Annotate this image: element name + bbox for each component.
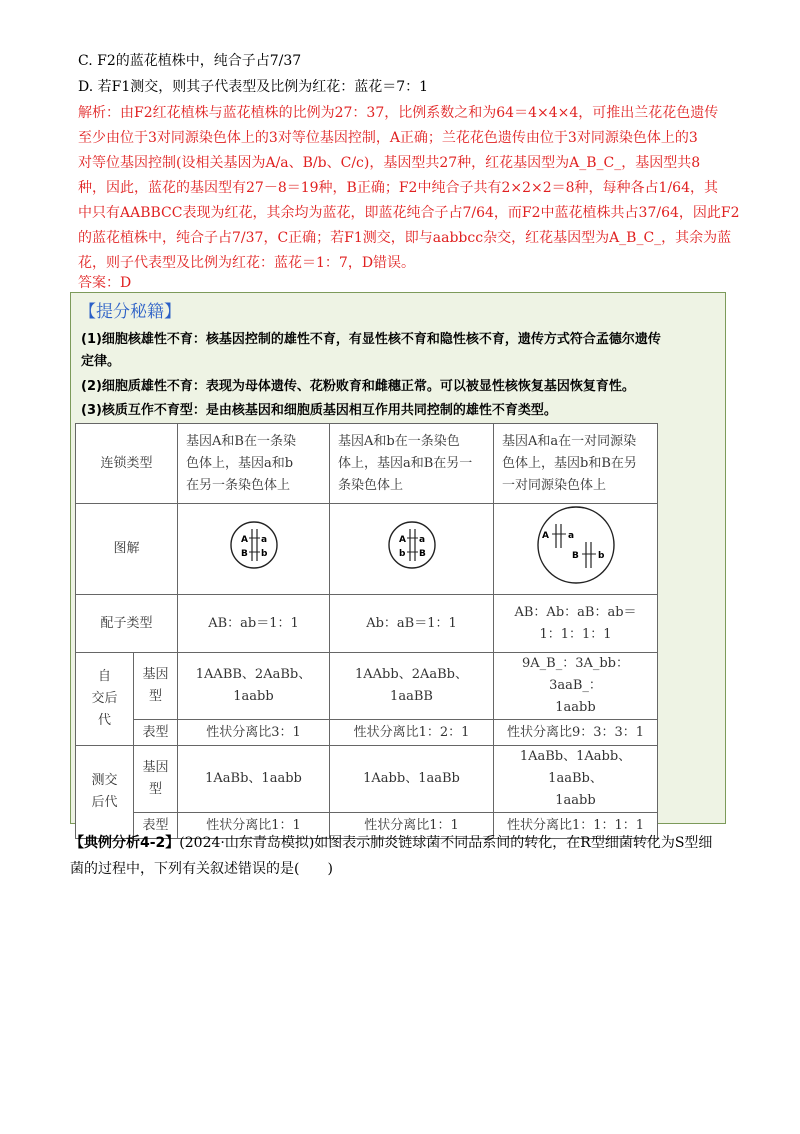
test-genotype-1: 1AaBb、1aabb [178, 746, 330, 813]
row-label-diagram: 图解 [76, 504, 178, 595]
svg-text:B: B [240, 549, 248, 559]
svg-text:B: B [571, 551, 579, 561]
diagram-cell-2 [330, 504, 494, 595]
analysis-line-4: 种，因此，蓝花的基因型有27－8＝19种，B正确；F2中纯合子共有2×2×2＝8种，每种各占1/64，其 [78, 180, 718, 196]
svg-text:A: A [240, 535, 248, 545]
chromosome-diagram-ab-repulsion [380, 513, 444, 577]
analysis-line-1: 解析：由F2红花植株与蓝花植株的比例为27：37，比例系数之和为64＝4×4×4，可推出兰花花色遗传 [78, 105, 719, 121]
genotype-label-2: 基因 型 [134, 746, 178, 813]
svg-text:B: B [418, 549, 426, 559]
test-genotype-3: 1AaBb、1Aabb、1aaBb、 1aabb [494, 746, 658, 813]
chromosome-diagram-independent [530, 504, 622, 586]
analysis-line-2: 至少由位于3对同源染色体上的3对等位基因控制，A正确；兰花花色遗传由位于3对同源染色体上的3 [78, 130, 698, 146]
self-phenotype-3: 性状分离比9：3：3：1 [494, 720, 658, 746]
linkage-cell-2: 基因A和b在一条染色 体上，基因a和B在另一 条染色体上 [330, 424, 494, 504]
self-genotype-1: 1AABB、2AaBb、 1aabb [178, 653, 330, 720]
option-c: C. F2的蓝花植株中，纯合子占7/37 [78, 53, 302, 69]
test-phenotype-2: 性状分离比1：1 [330, 813, 494, 839]
row-label-selfing: 自 交后 代 [76, 653, 134, 746]
svg-text:a: a [418, 535, 425, 545]
gamete-cell-2: Ab：aB＝1：1 [330, 595, 494, 653]
self-phenotype-1: 性状分离比3：1 [178, 720, 330, 746]
self-genotype-3: 9A_B_：3A_bb：3aaB_： 1aabb [494, 653, 658, 720]
option-d: D. 若F1测交，则其子代表型及比例为红花：蓝花＝7：1 [78, 79, 429, 95]
answer: 答案：D [78, 275, 132, 291]
phenotype-label-2: 表型 [134, 813, 178, 839]
example-tag: 【典例分析4-2】 [70, 835, 180, 851]
linkage-cell-1: 基因A和B在一条染 色体上，基因a和b 在另一条染色体上 [178, 424, 330, 504]
tip-3: (3)核质互作不育型：是由核基因和细胞质基因相互作用共同控制的雄性不育类型。 [81, 403, 557, 418]
row-label-gamete: 配子类型 [76, 595, 178, 653]
tip-1: (1)细胞核雄性不育：核基因控制的雄性不育，有显性核不育和隐性核不育，遗传方式符合孟德尔遗传 [81, 332, 661, 347]
test-genotype-2: 1Aabb、1aaBb [330, 746, 494, 813]
self-phenotype-2: 性状分离比1：2：1 [330, 720, 494, 746]
tips-box [70, 292, 726, 833]
self-genotype-2: 1AAbb、2AaBb、1aaBB [330, 653, 494, 720]
analysis-line-5: 中只有AABBCC表现为红花，其余均为蓝花，即蓝花纯合子占7/64，而F2中蓝花植株共占37/64，因此F2 [78, 205, 740, 221]
svg-text:b: b [398, 549, 405, 559]
example-text-1: (2024·山东青岛模拟)如图表示肺炎链球菌不同品系间的转化，在R型细菌转化为S型细 [179, 835, 713, 851]
genotype-label: 基因 型 [134, 653, 178, 720]
tip-2: (2)细胞质雄性不育：表现为母体遗传、花粉败育和雌穗正常。可以被显性核恢复基因恢复育性。 [81, 379, 635, 394]
analysis-line-6: 的蓝花植株中，纯合子占7/37，C正确；若F1测交，即与aabbcc杂交，红花基因型为A_B_C_，其余为蓝 [78, 230, 732, 246]
linkage-cell-3: 基因A和a在一对同源染 色体上，基因b和B在另 一对同源染色体上 [494, 424, 658, 504]
example-line-1 [70, 832, 712, 854]
genotype-table [75, 423, 658, 839]
diagram-cell-1 [178, 504, 330, 595]
svg-text:b: b [260, 549, 267, 559]
chromosome-diagram-ab-linked [222, 513, 286, 577]
tips-title: 【提分秘籍】 [79, 302, 181, 322]
gamete-cell-1: AB：ab＝1：1 [178, 595, 330, 653]
svg-text:A: A [398, 535, 406, 545]
svg-text:a: a [567, 531, 574, 541]
example-line-2: 菌的过程中，下列有关叙述错误的是( ) [70, 861, 333, 877]
svg-text:A: A [541, 531, 549, 541]
test-phenotype-1: 性状分离比1：1 [178, 813, 330, 839]
analysis-line-7: 花，则子代表型及比例为红花：蓝花＝1：7，D错误。 [78, 255, 416, 271]
diagram-cell-3 [494, 504, 658, 595]
svg-text:a: a [260, 535, 267, 545]
analysis-line-3: 对等位基因控制(设相关基因为A/a、B/b、C/c)，基因型共27种，红花基因型为A_B_C_，基因型共8 [78, 155, 701, 171]
tip-1-cont: 定律。 [81, 354, 121, 369]
phenotype-label: 表型 [134, 720, 178, 746]
svg-text:b: b [597, 551, 604, 561]
row-label-testcross: 测交 后代 [76, 746, 134, 839]
row-label-linkage: 连锁类型 [76, 424, 178, 504]
gamete-cell-3: AB：Ab：aB：ab＝ 1：1：1：1 [494, 595, 658, 653]
test-phenotype-3: 性状分离比1：1：1：1 [494, 813, 658, 839]
